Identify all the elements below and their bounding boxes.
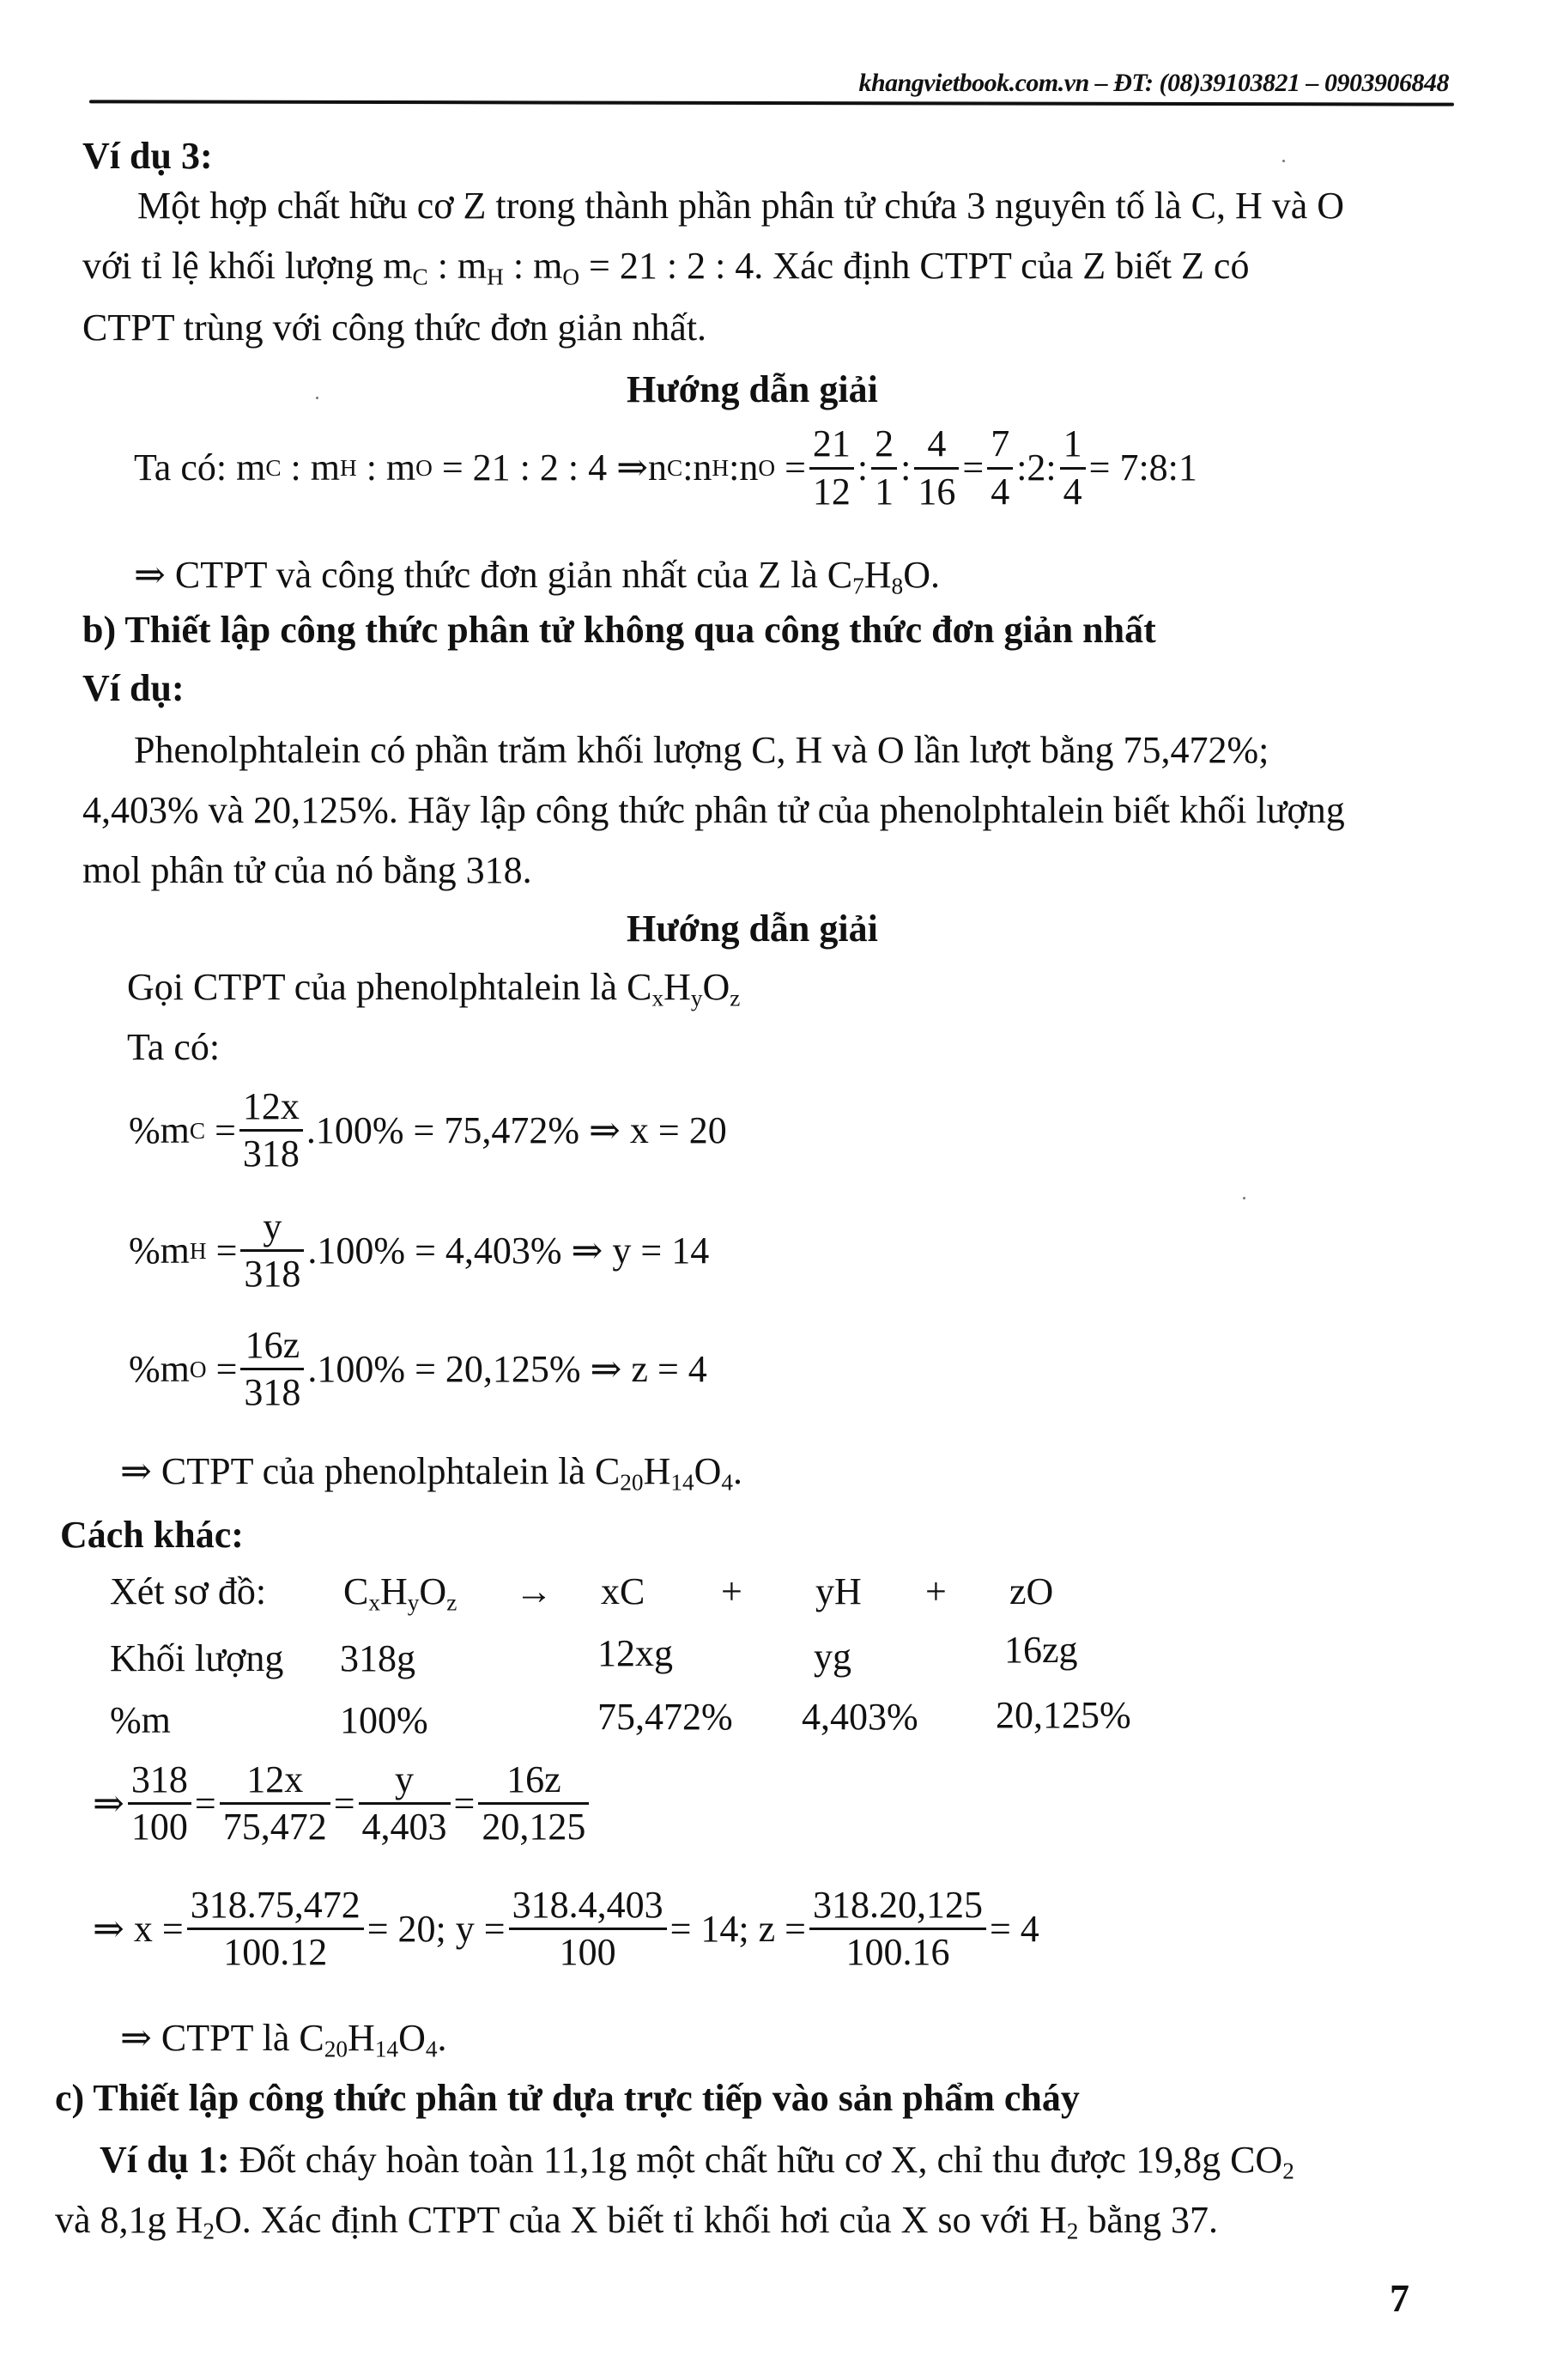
- scheme-cell: 100%: [340, 1699, 428, 1741]
- page-header: khangvietbook.com.vn – ĐT: (08)39103821 – 0903906848: [858, 69, 1449, 97]
- solution-title-1: Hướng dẫn giải: [627, 368, 878, 410]
- fraction: $\frac{7}{4}$: [987, 424, 1013, 511]
- scheme-plus: +: [721, 1570, 742, 1612]
- fraction: $\frac{16z}{318}$: [240, 1326, 304, 1412]
- scan-speck: [316, 397, 318, 399]
- equation-o: %m O = $\frac{16z}{318}$ .100% = 20,125% ⇒ z = 4: [129, 1324, 707, 1414]
- solution-title-2: Hướng dẫn giải: [627, 908, 878, 950]
- fraction: $\frac{2}{1}$: [871, 424, 897, 511]
- example-3-line3: CTPT trùng với công thức đơn giản nhất.: [82, 307, 707, 349]
- section-b-line3: mol phân tử của nó bằng 318.: [82, 849, 532, 891]
- scan-speck: [1243, 1197, 1245, 1199]
- example-3-line1: Một hợp chất hữu cơ Z trong thành phần phân tử chứa 3 nguyên tố là C, H và O: [137, 185, 1345, 227]
- scheme-cell: $C_xH_yO_z$: [343, 1570, 457, 1616]
- example-3-line2: với tỉ lệ khối lượng $m_C$ : $m_H$ : $m_O = 21$ : 2 : 4. Xác định CTPT của Z biết Z có: [82, 245, 1250, 290]
- section-b-taco: Ta có:: [127, 1026, 221, 1068]
- section-c-title: c) Thiết lập công thức phân tử dựa trực tiếp vào sản phẩm cháy: [55, 2077, 1080, 2119]
- example-3-title: Ví dụ 3:: [82, 135, 213, 177]
- section-b-title: b) Thiết lập công thức phân tử không qua công thức đơn giản nhất: [82, 609, 1156, 651]
- alt-method-title: Cách khác:: [60, 1514, 244, 1556]
- equation-h: %m H = $\frac{y}{318}$ .100% = 4,403% ⇒ y = 14: [129, 1205, 710, 1296]
- fraction: $\frac{318}{100}$: [128, 1760, 191, 1847]
- section-b-example-title: Ví dụ:: [82, 667, 185, 709]
- scheme-cell: zO: [1009, 1570, 1054, 1612]
- scheme-cell: 4,403%: [802, 1696, 918, 1738]
- fraction: $\frac{318.75,472}{100.12}$: [187, 1885, 364, 1972]
- scheme-row-label: %m: [110, 1699, 171, 1741]
- fraction: $\frac{y}{4,403}$: [359, 1760, 451, 1847]
- scheme-cell: 16zg: [1004, 1629, 1078, 1671]
- scheme-arrow: →: [515, 1570, 553, 1612]
- scheme-row-label: Xét sơ đồ:: [110, 1570, 267, 1612]
- scheme-plus: +: [925, 1570, 947, 1612]
- solve-xyz-equation: ⇒ x = $\frac{318.75,472}{100.12}$ = 20; y = $\frac{318.4,403}{100}$ = 14; z = $\frac{318.20,125}{100.16}$ = 4: [93, 1884, 1039, 1974]
- ratio-equation: Ta có: m C : m H : m O = 21 : 2 : 4 ⇒ n C : n H : n O = $\frac{21}{12}$ : $\frac{2}{1}$ : $\frac{4}{16}$ = $\frac{7}{4}$ :2: $\frac{1}{4}$ = 7:8:1: [134, 422, 1197, 513]
- section-b-line2: 4,403% và 20,125%. Hãy lập công thức phân tử của phenolphtalein biết khối lượng: [82, 789, 1345, 831]
- example-3-conclusion: ⇒ CTPT và công thức đơn giản nhất của Z là $C_7H_8O$.: [134, 554, 940, 599]
- fraction: $\frac{318.20,125}{100.16}$: [809, 1885, 986, 1972]
- scheme-row-label: Khối lượng: [110, 1637, 284, 1679]
- section-c-example-line1: Ví dụ 1: Đốt cháy hoàn toàn 11,1g một chất hữu cơ X, chỉ thu được 19,8g $CO_2$: [100, 2139, 1294, 2184]
- scheme-cell: yH: [815, 1570, 862, 1612]
- proportion-equation: ⇒ $\frac{318}{100}$ = $\frac{12x}{75,472}$ = $\frac{y}{4,403}$ = $\frac{16z}{20,125}$: [93, 1760, 592, 1847]
- scheme-cell: xC: [601, 1570, 645, 1612]
- fraction: $\frac{318.4,403}{100}$: [509, 1885, 667, 1972]
- fraction: $\frac{12x}{75,472}$: [220, 1760, 330, 1847]
- mass-ratio: $m_C$ : $m_H$ : $m_O$: [383, 245, 580, 290]
- fraction: $\frac{1}{4}$: [1060, 424, 1086, 511]
- header-rule: [89, 100, 1454, 106]
- scheme-cell: 12xg: [597, 1632, 673, 1674]
- fraction: $\frac{4}{16}$: [914, 424, 959, 511]
- fraction: $\frac{y}{318}$: [240, 1207, 304, 1294]
- section-b-conclusion: ⇒ CTPT của phenolphtalein là $C_{20}H_{14}O_4$.: [120, 1450, 743, 1496]
- scheme-cell: yg: [814, 1636, 851, 1678]
- fraction: $\frac{12x}{318}$: [239, 1087, 303, 1174]
- page-number: 7: [1390, 2276, 1409, 2320]
- scheme-cell: 318g: [340, 1637, 415, 1679]
- section-c-example-line2: và 8,1g $H_2O$. Xác định CTPT của X biết tỉ khối hơi của X so với $H_2$ bằng 37.: [55, 2199, 1218, 2244]
- section-b-goi: Gọi CTPT của phenolphtalein là $C_xH_yO_z$: [127, 966, 741, 1011]
- scan-speck: [1282, 160, 1285, 162]
- alt-method-conclusion: ⇒ CTPT là $C_{20}H_{14}O_4$.: [120, 2017, 447, 2062]
- fraction: $\frac{16z}{20,125}$: [478, 1760, 589, 1847]
- equation-c: %m C = $\frac{12x}{318}$ .100% = 75,472% ⇒ x = 20: [129, 1085, 727, 1175]
- fraction: $\frac{21}{12}$: [809, 424, 854, 511]
- section-b-line1: Phenolphtalein có phần trăm khối lượng C, H và O lần lượt bằng 75,472%;: [134, 729, 1269, 771]
- scheme-cell: 20,125%: [996, 1694, 1131, 1736]
- scheme-cell: 75,472%: [597, 1696, 733, 1738]
